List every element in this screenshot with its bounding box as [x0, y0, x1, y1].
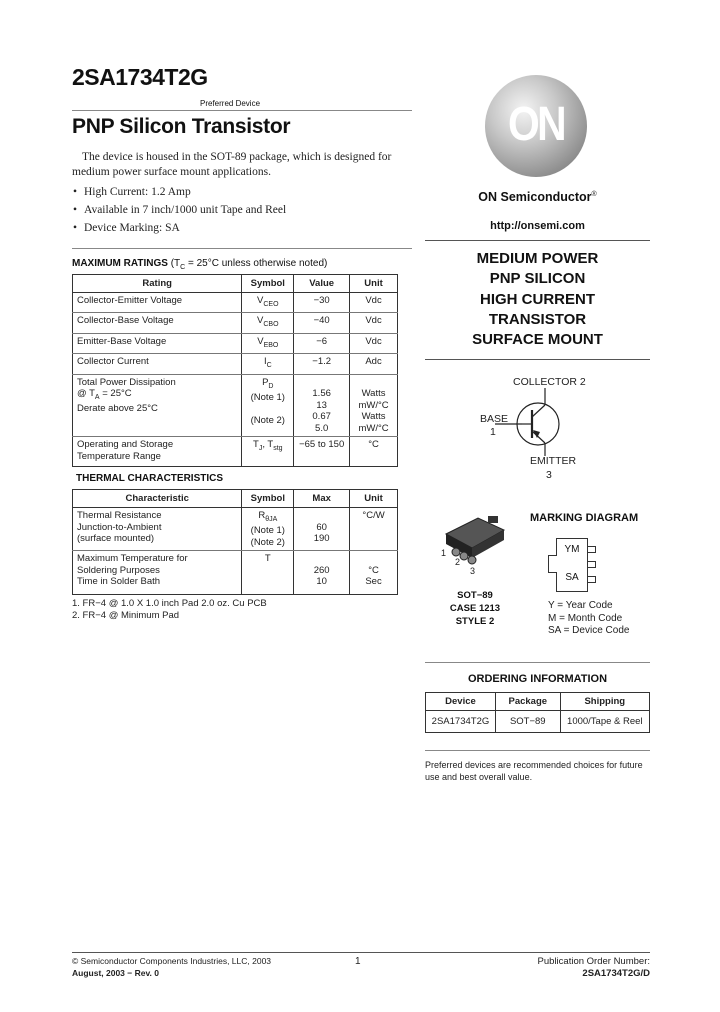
table-row: Emitter-Base Voltage $V_{EBO}$ −6 Vdc: [73, 333, 398, 353]
base-label: BASE: [480, 413, 509, 425]
thermal-table: [72, 489, 398, 595]
emitter-label: EMITTER: [530, 455, 577, 467]
ordering-divider: [425, 662, 650, 663]
table-header-row: [73, 275, 398, 293]
headline-line: PNP SILICON: [489, 270, 586, 288]
headline-box: [425, 240, 650, 360]
headline-line: TRANSISTOR: [488, 310, 587, 328]
headline-line: MEDIUM POWER: [476, 250, 599, 267]
table-header-row: [426, 693, 650, 711]
footnote: 2. FR−4 @ Minimum Pad: [72, 610, 180, 621]
company-url[interactable]: http://onsemi.com: [490, 220, 585, 232]
revision-date: August, 2003 − Rev. 0: [72, 968, 160, 978]
headline-line: SURFACE MOUNT: [472, 331, 603, 349]
publication-label: Publication Order Number:: [537, 956, 650, 967]
pkg-pin-3: 3: [470, 566, 476, 576]
preferred-divider: [425, 750, 650, 751]
part-number: 2SA1734T2G: [72, 64, 208, 90]
marking-line-1: YM: [564, 544, 580, 555]
max-ratings-condition: ($T_C = 25^\circ C$ unless otherwise noted): [170, 258, 328, 271]
table-row: Collector-Emitter Voltage $V_{CEO}$ −30 Vdc: [73, 293, 398, 313]
preferred-note: Preferred devices are recommended choices for future use and best overall value.: [425, 760, 643, 782]
col-header: Symbol: [242, 490, 294, 508]
col-header: Unit: [350, 275, 398, 293]
table-row: Operating and Storage Temperature Range $T_J$, $T_{stg}$ −65 to 150 °C: [73, 437, 398, 467]
marking-title: MARKING DIAGRAM: [530, 512, 639, 524]
feature-list: [72, 183, 286, 237]
col-header: Max: [294, 490, 350, 508]
table-row: Total Power Dissipation @ $T_A = 25^\circ C$ Derate above 25°C $P_D$ (Note 1) (Note 2) 1.56 13 0.67 5.0 Watts mW/°C Watts mW/°C: [73, 374, 398, 437]
title-divider: [72, 110, 412, 111]
table-row: Thermal Resistance Junction-to-Ambient (surface mounted) $R_{\theta JA}$ (Note 1) (Note 2) 60 190 °C/W: [73, 508, 398, 551]
col-header: Shipping: [560, 693, 649, 711]
col-header: Symbol: [242, 275, 294, 293]
page-title: PNP Silicon Transistor: [72, 115, 291, 138]
ordering-table: [425, 692, 650, 733]
col-header: Value: [294, 275, 350, 293]
table-row: Collector-Base Voltage $V_{CBO}$ −40 Vdc: [73, 313, 398, 333]
feature-item: • Available in 7 inch/1000 unit Tape and Reel: [72, 201, 286, 219]
on-logo: ON: [485, 75, 587, 177]
marking-line-2: SA: [565, 572, 579, 583]
publication-number: 2SA1734T2G/D: [582, 968, 650, 979]
company-name: ON Semiconductor®: [478, 190, 597, 204]
package-info: SOT−89 CASE 1213 STYLE 2: [449, 590, 501, 627]
table-row: Maximum Temperature for Soldering Purposes Time in Solder Bath T 260 10 °C Sec: [73, 551, 398, 595]
marking-legend: Y = Year Code M = Month Code SA = Device Code: [548, 600, 630, 636]
footnote: 1. FR−4 @ 1.0 X 1.0 inch Pad 2.0 oz. Cu PCB: [72, 598, 267, 609]
footnotes: [72, 598, 267, 622]
collector-label: COLLECTOR 2: [513, 376, 586, 388]
feature-item: • Device Marking: SA: [72, 219, 286, 237]
copyright: © Semiconductor Components Industries, LLC, 2003: [72, 956, 272, 966]
headline-line: HIGH CURRENT: [480, 290, 595, 308]
footer-divider: [72, 952, 650, 953]
max-ratings-title: MAXIMUM RATINGS ($T_C = 25^\circ C$ unless otherwise noted): [72, 258, 328, 271]
marking-diagram: [548, 538, 596, 592]
table-row: 2SA1734T2G SOT−89 1000/Tape & Reel: [426, 711, 650, 733]
emitter-pin-number: 3: [546, 469, 552, 481]
col-header: Characteristic: [73, 490, 242, 508]
col-header: Package: [495, 693, 560, 711]
thermal-title: THERMAL CHARACTERISTICS: [76, 473, 224, 484]
col-header: Device: [426, 693, 496, 711]
pkg-pin-1: 1: [441, 548, 447, 558]
feature-item: • High Current: 1.2 Amp: [72, 183, 286, 201]
sot89-package-icon: [440, 512, 510, 572]
preferred-device-label: Preferred Device: [200, 99, 261, 108]
description: The device is housed in the SOT-89 package, which is designed for medium power surface mount applications.: [72, 151, 392, 178]
table-row: Collector Current $I_C$ −1.2 Adc: [73, 354, 398, 374]
max-ratings-table: [72, 274, 398, 467]
base-pin-number: 1: [490, 426, 496, 438]
pkg-pin-2: 2: [455, 557, 461, 567]
ordering-title: ORDERING INFORMATION: [467, 673, 608, 685]
table-header-row: [73, 490, 398, 508]
col-header: Unit: [350, 490, 398, 508]
features-divider: [72, 248, 412, 249]
col-header: Rating: [73, 275, 242, 293]
transistor-symbol-icon: [495, 388, 575, 458]
page-number: 1: [355, 956, 361, 967]
